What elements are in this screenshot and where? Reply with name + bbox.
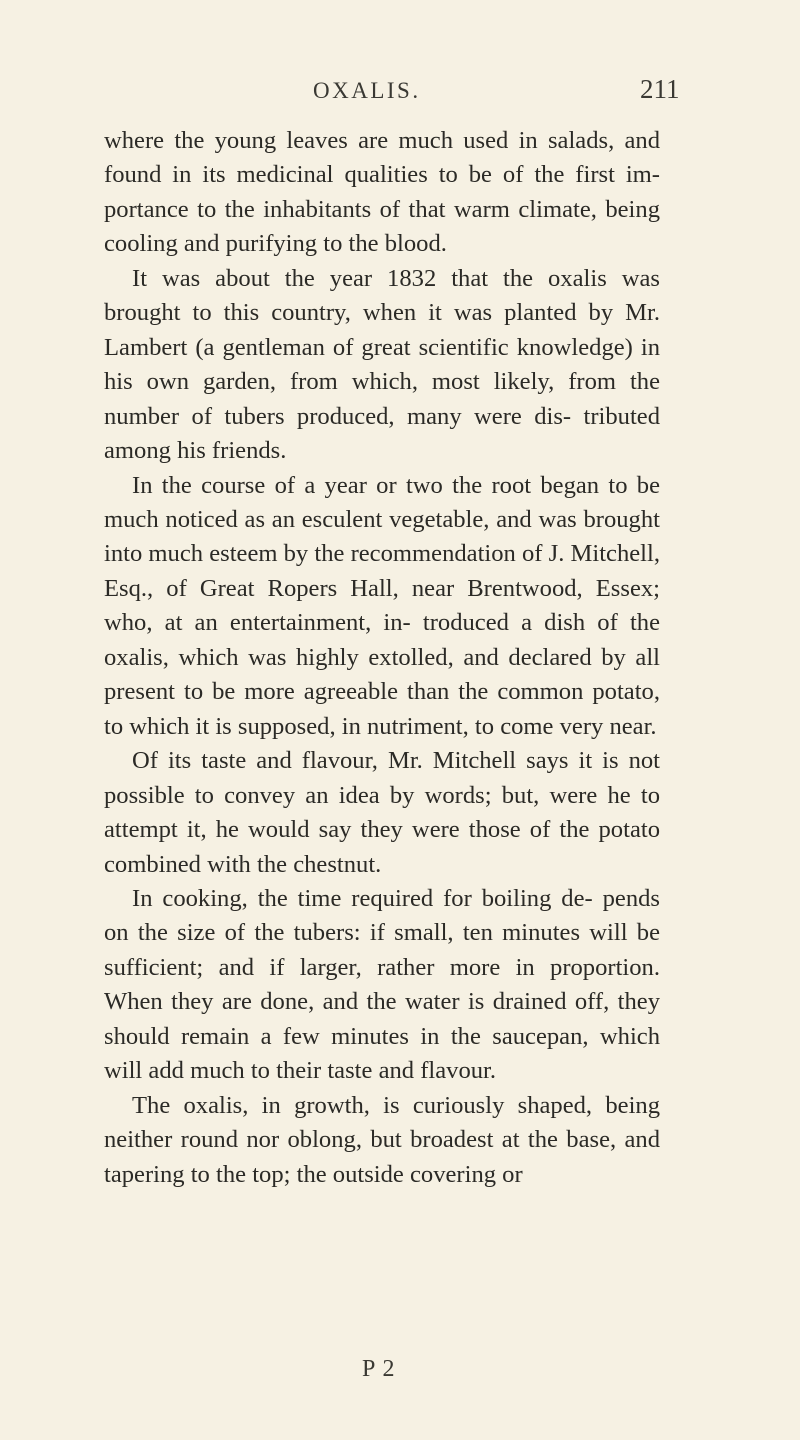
paragraph: The oxalis, in growth, is curiously shaped, being neither round nor oblong, but broadest at the base, and tapering to the top; the outside covering or [104, 1091, 660, 1188]
paragraph: Of its taste and flavour, Mr. Mitchell says it is not possible to convey an idea by words; but, were he to attempt it, he would say they were those of the potato combined with the chestnut. [104, 747, 660, 878]
body-text [104, 124, 660, 1192]
paragraph: In cooking, the time required for boiling de- pends on the size of the tubers: if small, ten minutes will be sufficient; and if larger, rather more in proportion. When they are done, and the water is drained off, they should remain a few minutes in the saucepan, which will add much to their taste and flavour. [104, 884, 660, 1085]
paragraph: It was about the year 1832 that the oxalis was brought to this country, when it was planted by Mr. Lambert (a gentleman of great scientific knowledge) in his own garden, from which, most likely, from the number of tubers produced, many were dis- tributed among his friends. [104, 264, 660, 465]
running-head [0, 64, 800, 104]
paragraph: where the young leaves are much used in salads, and found in its medicinal qualities to be of the first im- portance to the inhabitants of that warm climate, being cooling and purifying to the blood. [104, 127, 660, 258]
running-title: OXALIS. [313, 78, 421, 103]
signature-mark: P 2 [362, 1356, 396, 1382]
page-number: 211 [640, 74, 680, 104]
paragraph: In the course of a year or two the root began to be much noticed as an esculent vegetable, and was brought into much esteem by the recommendation of J. Mitchell, Esq., of Great Ropers Hall, near Brentwood, Essex; who, at an entertainment, in- troduced a dish of the oxalis, which was highly extolled, and declared by all present to be more agreeable than the common potato, to which it is supposed, in nutriment, to come very near. [104, 471, 660, 740]
